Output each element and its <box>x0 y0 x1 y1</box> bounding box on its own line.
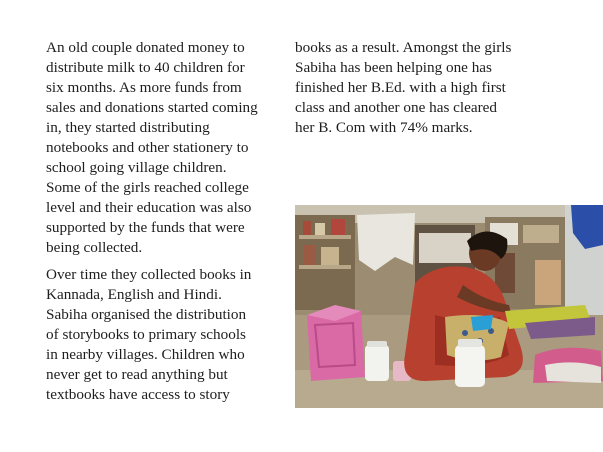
right-column <box>295 38 585 138</box>
left-column <box>46 38 278 405</box>
woman-crafting-photo <box>295 205 603 408</box>
left-paragraph-2: Over time they collected books in Kannada, English and Hindi. Sabiha organised the distribution of storybooks to primary schools in nearby villages. Children who never get to read anything but textbooks have access to story <box>46 266 252 403</box>
right-paragraph-1: books as a result. Amongst the girls Sabiha has been helping one has finished her B.Ed. with a high first class and another one has cleared her B. Com with 74% marks. <box>295 39 512 136</box>
left-paragraph-1: An old couple donated money to distribute milk to 40 children for six months. As more funds from sales and donations started coming in, they started distributing notebooks and other stationery to school going village children. Some of the girls reached college level and their education was also supported by the funds that were being collected. <box>46 39 258 256</box>
photo-illustration <box>295 205 603 408</box>
